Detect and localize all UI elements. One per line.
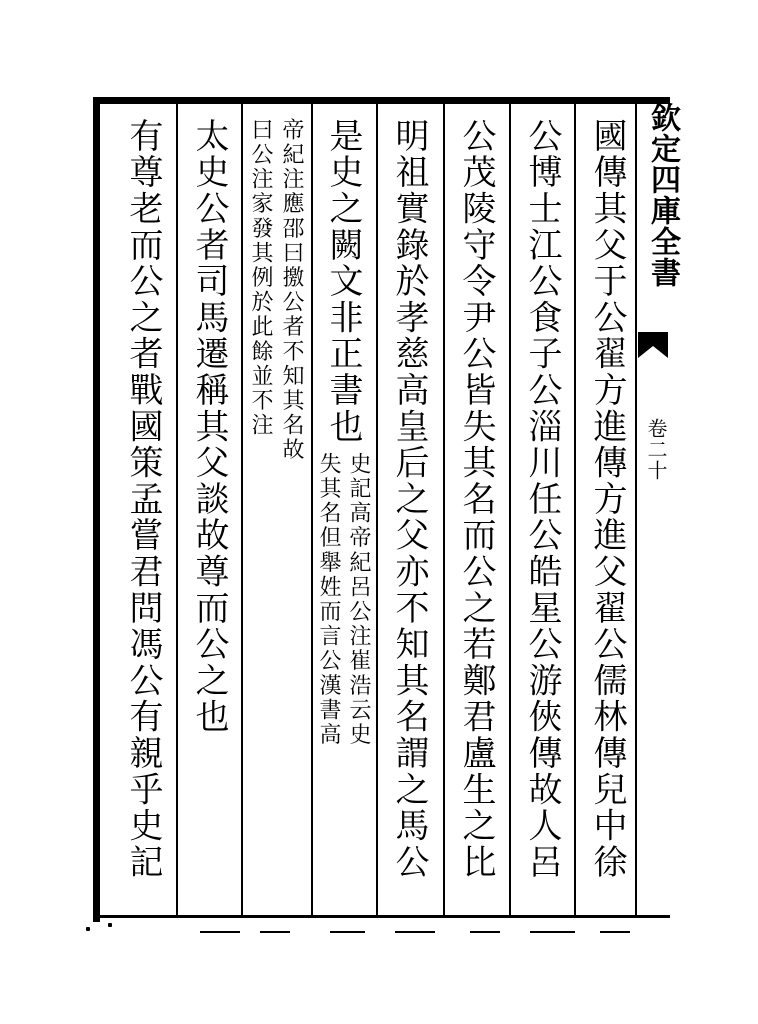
- text-column-1: 國傳其父于公翟方進傳方進父翟公儒林傳兒中徐: [587, 118, 627, 881]
- column-rule: [635, 100, 637, 916]
- column-rule: [443, 100, 445, 916]
- column-rule: [376, 100, 378, 916]
- column-rule: [574, 100, 576, 916]
- frame-bottom-border: [93, 915, 670, 918]
- annotation-right-line: 史記高帝紀呂公注崔浩云史: [346, 452, 371, 748]
- ink-speck: [86, 927, 90, 931]
- frame-left-border: [93, 97, 100, 922]
- book-title: 欽定四庫全書: [645, 102, 680, 288]
- text-column-7: 太史公者司馬遷稱其父談故尊而公之也: [189, 118, 229, 736]
- column-rule: [176, 100, 178, 916]
- text-column-5: 是史之闕文非正書也: [323, 118, 363, 445]
- column-rule: [509, 100, 511, 916]
- text-column-4: 明祖實錄於孝慈高皇后之父亦不知其名謂之馬公: [389, 118, 429, 881]
- annotation-left-line: 曰公注家發其例於此餘並不注: [248, 118, 273, 438]
- column-rule: [241, 100, 243, 916]
- fish-tail-mark: [636, 330, 670, 360]
- text-column-2: 公博士江公食子公淄川任公皓星公游俠傳故人呂: [522, 118, 562, 881]
- ink-speck: [108, 923, 112, 927]
- frame-top-border: [95, 97, 670, 104]
- annotation-right-line: 帝紀注應邵曰撽公者不知其名故: [279, 118, 304, 463]
- volume-label: 卷二十: [644, 418, 668, 481]
- annotation-left-line: 失其名但舉姓而言公漢書高: [316, 452, 341, 748]
- column-rule: [311, 100, 313, 916]
- bottom-dash-marks: [180, 928, 650, 936]
- text-column-8: 有尊老而公之者戰國策孟嘗君問馮公有親乎史記: [123, 118, 163, 881]
- text-column-3: 公茂陵守令尹公皆失其名而公之若鄭君盧生之比: [456, 118, 496, 881]
